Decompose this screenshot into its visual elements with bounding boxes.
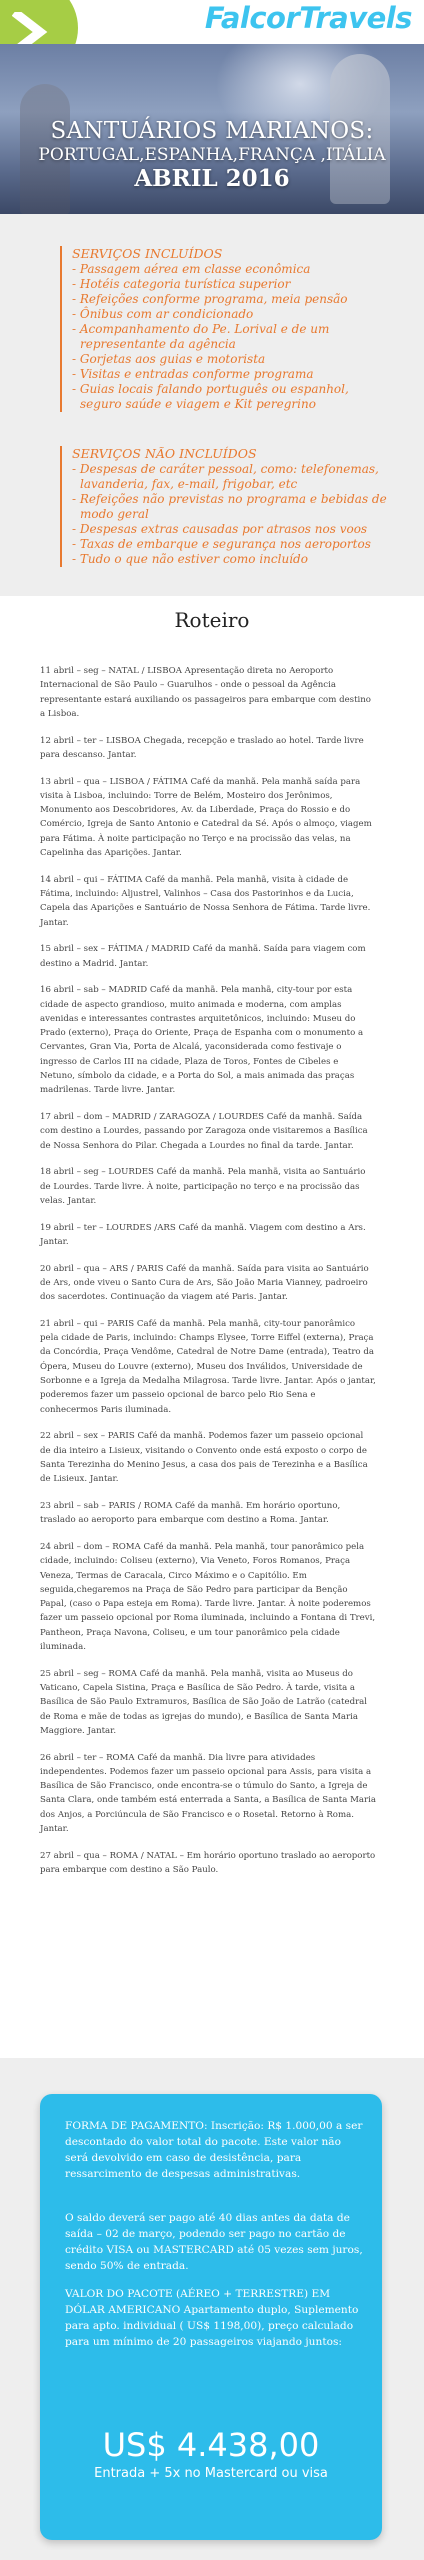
itinerary-day: 12 abril – ter – LISBOA Chegada, recepção e traslado ao hotel. Tarde livre para descanso. Jantar. (40, 735, 364, 760)
list-item: - Despesas extras causadas por atrasos nos voos (72, 522, 368, 536)
itinerary-day: 22 abril – sex – PARIS Café da manhã. Podemos fazer um passeio opcional de dia inteiro a Lisieux, visitando o Convento onde está exposto o corpo de Santa Terezinha do Menino Jesus, a casa dos pais de Terezinha e a Basílica de Lisieux. Jantar. (40, 1431, 368, 1485)
itinerary-day: 23 abril – sab – PARIS / ROMA Café da manhã. Em horário oportuno, traslado ao aeroporto para embarque com destino a Roma. Jantar. (40, 1500, 341, 1526)
itinerary-day: 16 abril – sab – MADRID Café da manhã. Pela manhã, city-tour por esta cidade de aspecto grandioso, muito animada e moderna, com amplas avenidas e interessantes contrastes arquitetônicos, incluindo: Museu do Prado (externo), Praça do Oriente, Praça de Espanha com o monumento a Cervantes, Gran Via, Porta de Alcalá, yaconsiderada como festivaje o ingresso de Carlos III na cidade, Plaza de Toros, Fontes de Cibeles e Netuno, símbolo da cidade, e a Porta do Sol, a mais animada das praças madrilenas. Tarde livre. Jantar. (40, 985, 364, 1096)
brand-logo[interactable]: FalcorTravels (204, 1, 412, 35)
itinerary-day: 24 abril – dom – ROMA Café da manhã. Pela manhã, tour panorâmico pela cidade, incluindo: Coliseu (externo), Via Veneto, Foros Romanos, Praça Veneza, Termas de Caracala, Circo Máximo e o Capitólio. Em seguida,chegaremos na Praça de São Pedro para participar da Benção Papal, (caso o Papa esteja em Roma). Tarde livre. Jantar. À noite poderemos fazer um passeio opcional por Roma iluminada, incluindo a Fontana di Trevi, Pantheon, Praça Navona, Coliseu, e um tour panorâmico pela cidade iluminada. (40, 1541, 376, 1652)
itinerary-day: 11 abril – seg – NATAL / LISBOA Apresentação direta no Aeroporto Internacional de São Paulo – Guarulhos - onde o pessoal da Agência representante estará auxiliando os passageiros para embarque com destino a Lisboa. (40, 666, 371, 719)
list-item: - Despesas de caráter pessoal, como: telefonemas, lavanderia, fax, e-mail, frigobar, etc (72, 462, 379, 491)
hero-title-line3: ABRIL 2016 (134, 165, 290, 192)
section-title-roteiro: Roteiro (174, 608, 250, 632)
itinerary-day: 25 abril – seg – ROMA Café da manhã. Pela manhã, visita ao Museus do Vaticano, Capela Sistina, Praça e Basílica de São Pedro. À tarde, visita a Basílica de São Paulo Extramuros, Basílica de São João de Latrão (catedral de Roma e mãe de todas as igrejas do mundo), e Basílica de Santa Maria Maggiore. Jantar. (40, 1668, 368, 1736)
list-item: - Ônibus com ar condicionado (72, 307, 254, 321)
top-bar (0, 0, 424, 44)
services-included-title: SERVIÇOS INCLUÍDOS (72, 246, 223, 261)
list-item: - Refeições conforme programa, meia pensão (72, 292, 348, 306)
list-item: - Gorjetas aos guias e motorista (72, 352, 266, 366)
list-item: - Refeições não previstas no programa e bebidas de modo geral (72, 492, 387, 521)
payment-card (40, 2094, 382, 2540)
itinerary-day: 14 abril – qui – FÁTIMA Café da manhã. Pela manhã, visita à cidade de Fátima, incluindo: Aljustrel, Valinhos – Casa dos Pastorinhos e da Lucia, Capela das Aparições e Santuário de Nossa Senhora de Fátima. Tarde livre. Jantar. (40, 874, 371, 928)
itinerary-day: 17 abril – dom – MADRID / ZARAGOZA / LOURDES Café da manhã. Saída com destino a Lourdes, passando por Zaragoza onde visitaremos a Basílica de Nossa Senhora do Pilar. Chegada a Lourdes no final da tarde. Jantar. (40, 1112, 368, 1151)
payment-balance: O saldo deverá ser pago até 40 dias antes da data de saída – 02 de março, podendo ser pago no cartão de crédito VISA ou MASTERCARD até 05 vezes sem juros, sendo 50% de entrada. (65, 2212, 363, 2272)
hero-title-line2: PORTUGAL,ESPANHA,FRANÇA ,ITÁLIA (38, 145, 386, 165)
list-item: - Tudo o que não estiver como incluído (72, 552, 308, 566)
services-excluded-title: SERVIÇOS NÃO INCLUÍDOS (72, 446, 257, 461)
itinerary-day: 18 abril – seg – LOURDES Café da manhã. Pela manhã, visita ao Santuário de Lourdes. Tarde livre. À noite, participação no terço e na procissão das velas. Jantar. (40, 1167, 366, 1206)
itinerary-day: 27 abril – qua – ROMA / NATAL – Em horário oportuno traslado ao aeroporto para embarque com destino a São Paulo. (40, 1850, 376, 1876)
itinerary-day: 15 abril – sex – FÁTIMA / MADRID Café da manhã. Saída para viagem com destino a Madrid. Jantar. (40, 944, 366, 969)
hero-title (0, 118, 424, 192)
services-excluded-list (72, 462, 390, 567)
itinerary-day: 20 abril – qua – ARS / PARIS Café da manhã. Saída para visita ao Santuário de Ars, onde viveu o Santo Cura de Ars, São João Maria Vianney, padroeiro dos sacerdotes. Continuação da viagem até Paris. Jantar. (40, 1263, 369, 1303)
services-included-box (60, 246, 390, 412)
list-item: - Passagem aérea em classe econômica (72, 262, 311, 276)
list-item: - Visitas e entradas conforme programa (72, 367, 314, 381)
package-price: US$ 4.438,00 (102, 2426, 320, 2464)
hero-banner (0, 44, 424, 214)
services-excluded-box (60, 446, 390, 567)
itinerary-day: 13 abril – qua – LISBOA / FÁTIMA Café da manhã. Pela manhã saída para visita à Lisboa, incluindo: Torre de Belém, Mosteiro dos Jerônimos, Monumento aos Descobridores, Av. da Liberdade, Praça do Rossio e do Comércio, Igreja de Santo Antonio e Catedral da Sé. Após o almoço, viagem para Fátima. À noite participação no Terço e na procissão das velas, na Capelinha das Aparições. Jantar. (40, 776, 372, 859)
list-item: - Acompanhamento do Pe. Lorival e de um representante da agência (72, 322, 330, 351)
price-installments: Entrada + 5x no Mastercard ou visa (94, 2466, 328, 2481)
itinerary-day: 26 abril – ter – ROMA Café da manhã. Dia livre para atividades independentes. Podemos fazer um passeio opcional para Assis, para visita a Basílica de São Francisco, onde encontra-se o túmulo do Santo, a Igreja de Santa Clara, onde também está enterrada a Santa, a Basílica de Santa Maria dos Anjos, a Porciúncula de São Francisco e o Rosetal. Retorno à Roma. Jantar. (40, 1752, 377, 1835)
services-section (0, 214, 424, 596)
list-item: - Hotéis categoria turística superior (72, 277, 291, 291)
itinerary-day: 19 abril – ter – LOURDES /ARS Café da manhã. Viagem com destino a Ars. Jantar. (40, 1222, 366, 1247)
list-item: - Taxas de embarque e segurança nos aeroportos (72, 537, 371, 551)
hero-title-line1: SANTUÁRIOS MARIANOS: (50, 118, 374, 144)
itinerary-day: 21 abril – qui – PARIS Café da manhã. Pela manhã, city-tour panorâmico pela cidade de Paris, incluindo: Champs Elysee, Torre Eiffel (externa), Praça da Concórdia, Praça Vendôme, Catedral de Notre Dame (entrada), Teatro da Ópera, Museu do Louvre (externo), Museu dos Inválidos, Universidade de Sorbonne e a Igreja da Medalha Milagrosa. Tarde livre. Jantar. Após o jantar, poderemos fazer um passeio opcional de barco pelo Rio Sena e conhecermos Paris iluminada. (40, 1318, 376, 1415)
services-included-list (72, 262, 390, 412)
list-item: - Guias locais falando português ou espanhol, seguro saúde e viagem e Kit peregrino (72, 382, 349, 411)
itinerary-list (40, 664, 376, 1890)
package-value: VALOR DO PACOTE (AÉREO + TERRESTRE) EM DÓLAR AMERICANO Apartamento duplo, Suplemento para apto. individual ( US$ 1198,00), preço calculado para um mínimo de 20 passageiros viajando juntos: (65, 2288, 359, 2348)
payment-section (0, 2058, 424, 2560)
payment-terms: FORMA DE PAGAMENTO: Inscrição: R$ 1.000,00 a ser descontado do valor total do pacote. Este valor não será devolvido em caso de desistência, para ressarcimento de despesas administrativas. (65, 2120, 363, 2180)
